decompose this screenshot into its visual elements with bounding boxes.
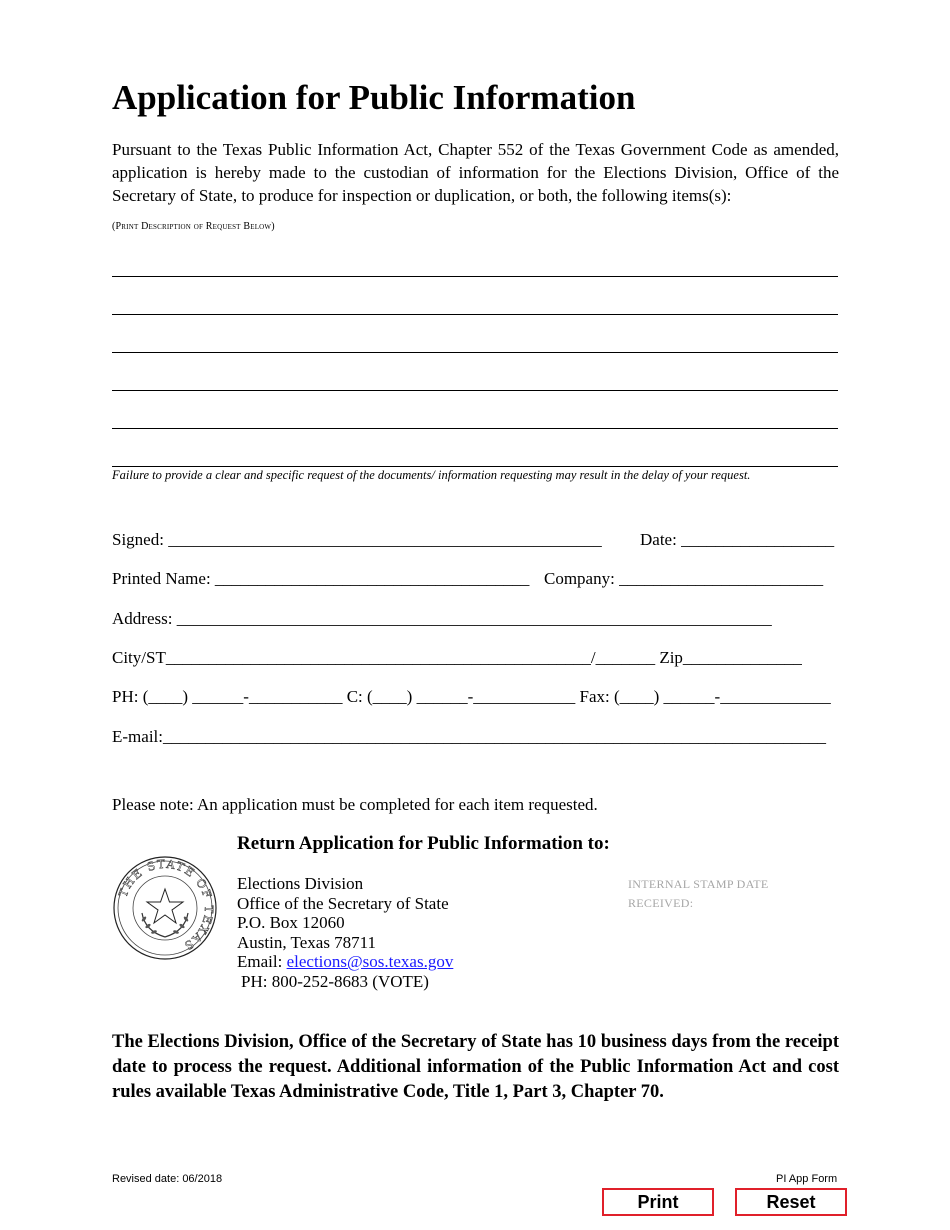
address-phone: PH: 800-252-8683 (VOTE) [241, 972, 429, 991]
email-link[interactable]: elections@sos.texas.gov [286, 952, 454, 971]
please-note: Please note: An application must be completed for each item requested. [112, 795, 598, 814]
date-field[interactable]: Date: __________________ [640, 530, 835, 549]
request-line-6[interactable] [112, 466, 838, 467]
email-field[interactable]: E-mail:______________________________________________________________________________ [112, 727, 826, 746]
request-description-label: (Print Description of Request Below) [112, 221, 275, 232]
address-line-po-box: P.O. Box 12060 [237, 913, 345, 932]
processing-notice: The Elections Division, Office of the Secretary of State has 10 business days from the receipt date to process the request. Additional information of the Public Information Act and cost rules available Texas Administrative Code, Title 1, Part 3, Chapter 70. [112, 1032, 839, 1102]
seal-lettering: THE STATE OF TEXAS [115, 856, 217, 954]
company-field[interactable]: Company: ________________________ [544, 569, 824, 588]
request-line-1[interactable] [112, 276, 838, 277]
request-line-5[interactable] [112, 428, 838, 429]
address-field[interactable]: Address: ______________________________________________________________________ [112, 609, 772, 628]
reset-button[interactable]: Reset [735, 1188, 847, 1216]
phone-fax-field[interactable]: PH: (____) ______-___________ C: (____) ______-____________ Fax: (____) ______-_____________ [112, 687, 831, 706]
address-line-office: Office of the Secretary of State [237, 894, 449, 913]
printed-name-field[interactable]: Printed Name: _____________________________________ [112, 569, 530, 588]
city-state-zip-field[interactable]: City/ST__________________________________________________/_______ Zip______________ [112, 648, 802, 667]
request-line-2[interactable] [112, 314, 838, 315]
address-line-division: Elections Division [237, 874, 364, 893]
request-warning: Failure to provide a clear and specific request of the documents/ information requesting may result in the delay of your request. [112, 468, 751, 482]
print-button[interactable]: Print [602, 1188, 714, 1216]
form-name: PI App Form [776, 1173, 838, 1185]
request-line-4[interactable] [112, 390, 838, 391]
texas-state-seal [112, 855, 218, 961]
page-title: Application for Public Information [112, 78, 636, 117]
address-line-city: Austin, Texas 78711 [237, 933, 377, 952]
return-heading: Return Application for Public Information to: [237, 833, 610, 854]
stamp-label-line1: INTERNAL STAMP DATE [628, 877, 769, 891]
stamp-label-line2: RECEIVED: [628, 896, 694, 910]
intro-paragraph: Pursuant to the Texas Public Information Act, Chapter 552 of the Texas Government Code as amended, application is hereby made to the custodian of information for the Elections Division, Office of the Secretary of State, to produce for inspection or duplication, or both, the following items(s): [112, 140, 839, 205]
request-line-3[interactable] [112, 352, 838, 353]
address-email-line [237, 952, 453, 972]
email-label: Email: [237, 952, 287, 971]
signed-field[interactable]: Signed: ___________________________________________________ [112, 530, 602, 549]
revised-date: Revised date: 06/2018 [112, 1173, 223, 1185]
